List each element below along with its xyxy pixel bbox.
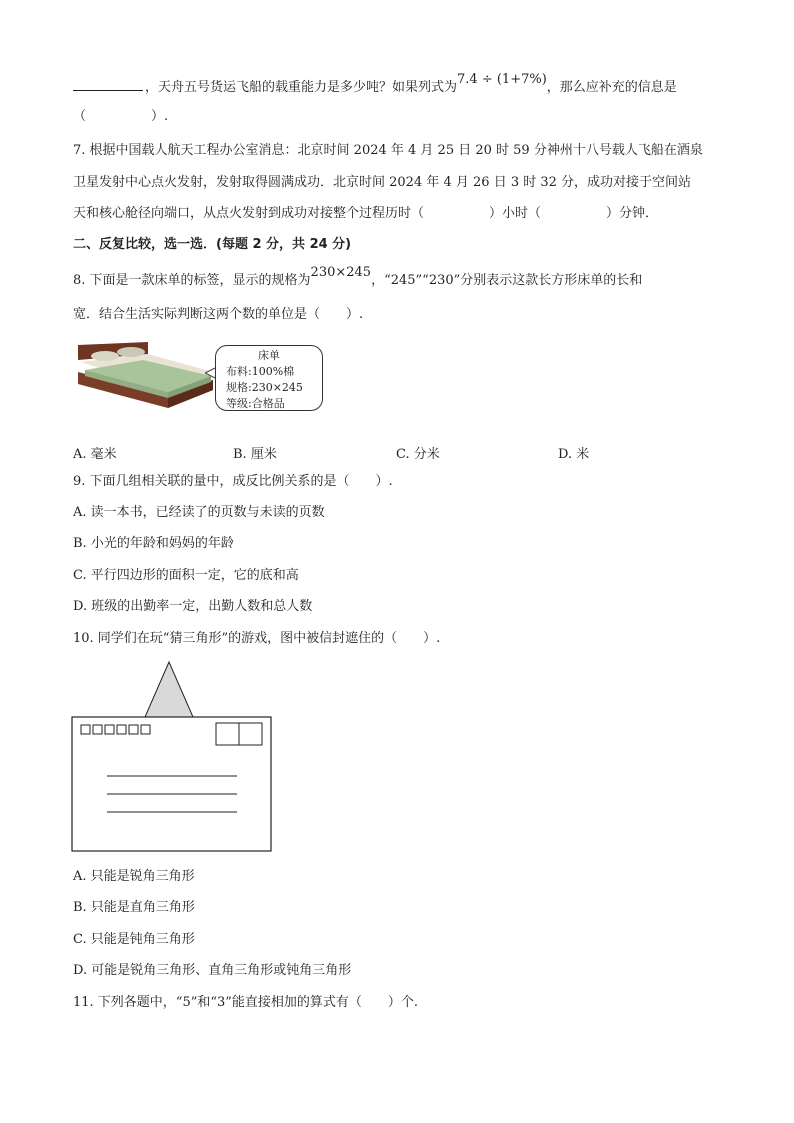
label-row-spec: 规格:230×245: [226, 381, 303, 394]
q9-option-b[interactable]: B. 小光的年龄和妈妈的年龄: [73, 536, 234, 551]
label-title: 床单: [258, 349, 280, 362]
q10-option-b[interactable]: B. 只能是直角三角形: [73, 900, 195, 915]
q6-line1: ，天舟五号货运飞船的载重能力是多少吨？如果列式为7.4 ÷ (1+7%)，那么应补充的信息是: [73, 76, 677, 97]
q7-line2: 卫星发射中心点火发射，发射取得圆满成功．北京时间 2024 年 4 月 26 日 3 时 32 分，成功对接于空间站: [73, 175, 692, 190]
q10-option-d[interactable]: D. 可能是锐角三角形、直角三角形或钝角三角形: [73, 963, 352, 978]
envelope-figure: [71, 660, 275, 858]
q7-line1: 7. 根据中国载人航天工程办公室消息：北京时间 2024 年 4 月 25 日 20 时 59 分神州十八号载人飞船在酒泉: [73, 143, 703, 158]
q8-option-a[interactable]: A. 毫米: [73, 447, 117, 462]
q9-option-d[interactable]: D. 班级的出勤率一定，出勤人数和总人数: [73, 599, 313, 614]
bed-illustration: [73, 340, 218, 410]
q9-option-c[interactable]: C. 平行四边形的面积一定，它的底和高: [73, 568, 299, 583]
q11-stem: 11. 下列各题中，“5”和“3”能直接相加的算式有（ ）个.: [73, 995, 419, 1010]
section-heading: 二、反复比较，选一选．(每题 2 分，共 24 分): [73, 237, 352, 252]
label-row-fabric: 布料:100%棉: [226, 365, 295, 378]
q8-option-b[interactable]: B. 厘米: [233, 447, 277, 462]
bedsheet-label: [215, 345, 323, 411]
q8-line2: 宽．结合生活实际判断这两个数的单位是（ ）.: [73, 307, 364, 322]
q10-option-a[interactable]: A. 只能是锐角三角形: [73, 869, 195, 884]
q8-option-c[interactable]: C. 分米: [396, 447, 440, 462]
answer-blank[interactable]: [73, 76, 143, 91]
q8-line1: 8. 下面是一款床单的标签，显示的规格为230×245，“245”“230”分别表示这款长方形床单的长和: [73, 265, 643, 288]
q6-formula: 7.4 ÷ (1+7%): [457, 72, 547, 87]
q6-line2: （ ）.: [73, 109, 169, 124]
q10-option-c[interactable]: C. 只能是钝角三角形: [73, 932, 195, 947]
q7-line3: 天和核心舱径向端口，从点火发射到成功对接整个过程历时（ ）小时（ ）分钟．: [73, 206, 659, 221]
envelope-svg: [71, 660, 275, 854]
q8-spec: 230×245: [310, 265, 372, 280]
q9-option-a[interactable]: A. 读一本书，已经读了的页数与未读的页数: [73, 505, 325, 520]
hidden-triangle: [145, 662, 193, 717]
label-row-grade: 等级:合格品: [226, 397, 285, 410]
q8-option-d[interactable]: D. 米: [558, 447, 590, 462]
q9-stem: 9. 下面几组相关联的量中，成反比例关系的是（ ）.: [73, 474, 393, 489]
q10-stem: 10. 同学们在玩“猜三角形”的游戏，图中被信封遮住的（ ）.: [73, 631, 441, 646]
